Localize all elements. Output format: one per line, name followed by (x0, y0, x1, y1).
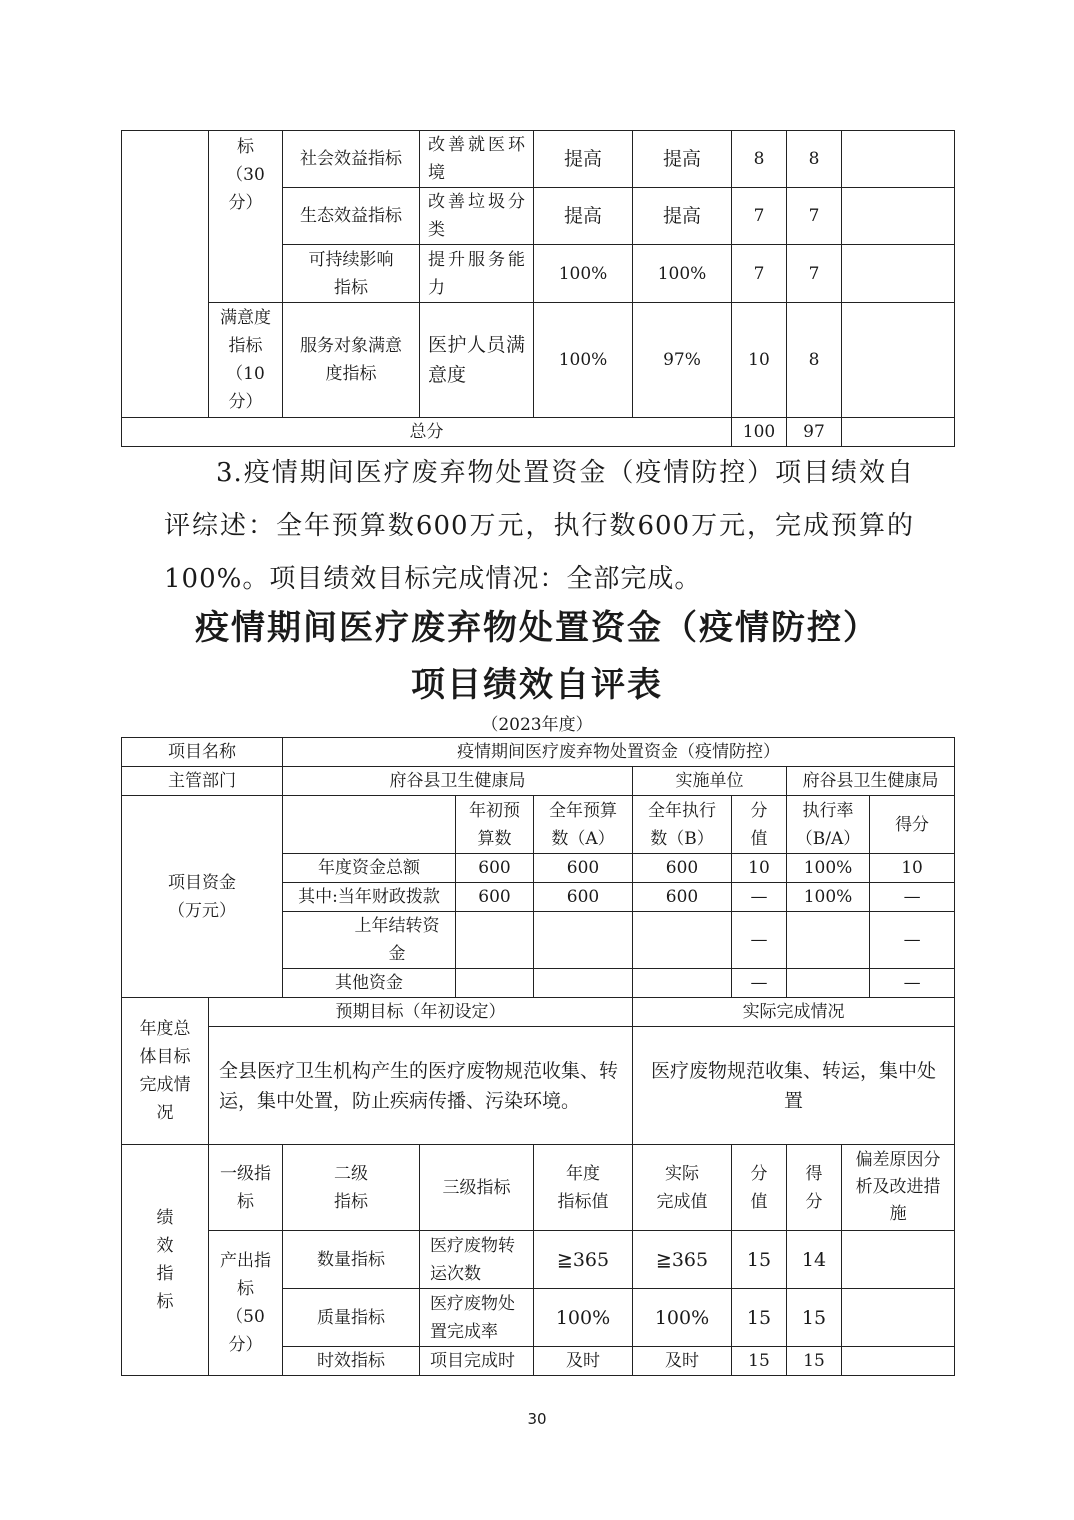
perf-row-score-value: 15 (732, 1231, 787, 1289)
reason-eco (842, 188, 955, 245)
funds-header-score-value: 分 值 (732, 796, 787, 854)
level2-social: 社会效益指标 (283, 131, 420, 188)
perf-row-reason (842, 1289, 955, 1347)
perf-row-actual: 及时 (633, 1347, 732, 1376)
score-sustain: 7 (787, 245, 842, 303)
perf-header-score-value: 分 值 (732, 1145, 787, 1231)
score-value-sustain: 7 (732, 245, 787, 303)
level2-sustain: 可持续影响 指标 (283, 245, 420, 303)
perf-row-l2: 时效指标 (283, 1347, 420, 1376)
level1-satisfaction: 满意度 指标 （10 分） (209, 303, 283, 418)
total-label: 总分 (122, 418, 732, 447)
funds-row-score-value: — (732, 969, 787, 998)
impl-label: 实施单位 (633, 767, 787, 796)
level3-satisfaction: 医护人员满意度 (420, 303, 534, 418)
actual-social: 提高 (633, 131, 732, 188)
total-reason (842, 418, 955, 447)
dept-label: 主管部门 (122, 767, 283, 796)
score-satisfaction: 8 (787, 303, 842, 418)
funds-row-initial: 600 (456, 854, 534, 883)
funds-header-initial: 年初预 算数 (456, 796, 534, 854)
goal-actual-label: 实际完成情况 (633, 998, 955, 1027)
funds-row-label: 其中:当年财政拨款 (283, 883, 456, 912)
funds-row-executed (633, 912, 732, 969)
funds-row-score: — (870, 912, 955, 969)
target-sustain: 100% (534, 245, 633, 303)
perf-row-score: 15 (787, 1347, 842, 1376)
funds-row-score-value: — (732, 912, 787, 969)
perf-row-score: 15 (787, 1289, 842, 1347)
perf-row-target: 100% (534, 1289, 633, 1347)
perf-label: 绩 效 指 标 (122, 1145, 209, 1376)
funds-row-annual (534, 969, 633, 998)
funds-row-score-value: — (732, 883, 787, 912)
actual-satisfaction: 97% (633, 303, 732, 418)
page-number: 30 (527, 1410, 547, 1428)
funds-row-rate (787, 912, 870, 969)
funds-row-executed (633, 969, 732, 998)
perf-row-l2: 质量指标 (283, 1289, 420, 1347)
score-value-social: 8 (732, 131, 787, 188)
funds-row-annual (534, 912, 633, 969)
actual-eco: 提高 (633, 188, 732, 245)
perf-header-actual: 实际 完成值 (633, 1145, 732, 1231)
self-evaluation-table (121, 737, 955, 1376)
target-social: 提高 (534, 131, 633, 188)
project-name: 疫情期间医疗废弃物处置资金（疫情防控） (283, 738, 955, 767)
table-title-line2: 项目绩效自评表 (411, 665, 663, 705)
level3-eco: 改善垃圾分类 (420, 188, 534, 245)
perf-row-score: 14 (787, 1231, 842, 1289)
actual-sustain: 100% (633, 245, 732, 303)
score-eco: 7 (787, 188, 842, 245)
performance-table-continued (121, 130, 955, 447)
reason-sustain (842, 245, 955, 303)
perf-header-reason: 偏差原因分 析及改进措 施 (842, 1145, 955, 1231)
funds-row-initial (456, 912, 534, 969)
funds-row-annual: 600 (534, 854, 633, 883)
perf-row-score-value: 15 (732, 1289, 787, 1347)
level3-social: 改善就医环境 (420, 131, 534, 188)
impl-value: 府谷县卫生健康局 (787, 767, 955, 796)
funds-row-executed: 600 (633, 883, 732, 912)
funds-row-executed: 600 (633, 854, 732, 883)
funds-row-score: — (870, 969, 955, 998)
perf-row-score-value: 15 (732, 1347, 787, 1376)
funds-header-annual: 全年预算 数（A） (534, 796, 633, 854)
funds-row-label: 上年结转资 金 (283, 912, 456, 969)
dept-value: 府谷县卫生健康局 (283, 767, 633, 796)
reason-satisfaction (842, 303, 955, 418)
level2-satisfaction: 服务对象满意 度指标 (283, 303, 420, 418)
funds-label: 项目资金 （万元） (122, 796, 283, 998)
funds-row-rate: 100% (787, 854, 870, 883)
level2-eco: 生态效益指标 (283, 188, 420, 245)
perf-row-actual: 100% (633, 1289, 732, 1347)
goal-actual-text: 医疗废物规范收集、转运，集中处置 (633, 1027, 955, 1145)
funds-header-blank (283, 796, 456, 854)
perf-header-score: 得 分 (787, 1145, 842, 1231)
project-name-label: 项目名称 (122, 738, 283, 767)
reason-social (842, 131, 955, 188)
funds-row-score: 10 (870, 854, 955, 883)
goal-expected-label: 预期目标（年初设定） (209, 998, 633, 1027)
perf-row-target: ≧365 (534, 1231, 633, 1289)
target-satisfaction: 100% (534, 303, 633, 418)
funds-row-rate: 100% (787, 883, 870, 912)
funds-header-rate: 执行率 （B/A） (787, 796, 870, 854)
perf-header-l3: 三级指标 (420, 1145, 534, 1231)
score-social: 8 (787, 131, 842, 188)
funds-row-initial (456, 969, 534, 998)
level3-sustain: 提升服务能力 (420, 245, 534, 303)
perf-row-l3: 项目完成时 (420, 1347, 534, 1376)
score-value-satisfaction: 10 (732, 303, 787, 418)
funds-row-annual: 600 (534, 883, 633, 912)
goal-label: 年度总 体目标 完成情 况 (122, 998, 209, 1145)
level1-effect-label: 标 （30 分） (209, 131, 283, 303)
table-title-line1: 疫情期间医疗废弃物处置资金（疫情防控） (195, 608, 879, 648)
goal-expected-text: 全县医疗卫生机构产生的医疗废物规范收集、转运，集中处置，防止疾病传播、污染环境。 (209, 1027, 633, 1145)
target-eco: 提高 (534, 188, 633, 245)
total-score-value: 100 (732, 418, 787, 447)
score-value-eco: 7 (732, 188, 787, 245)
funds-row-initial: 600 (456, 883, 534, 912)
perf-row-target: 及时 (534, 1347, 633, 1376)
perf-row-reason (842, 1347, 955, 1376)
funds-row-label: 其他资金 (283, 969, 456, 998)
perf-row-reason (842, 1231, 955, 1289)
perf-header-target: 年度 指标值 (534, 1145, 633, 1231)
perf-row-actual: ≧365 (633, 1231, 732, 1289)
perf-header-l2: 二级 指标 (283, 1145, 420, 1231)
funds-row-score-value: 10 (732, 854, 787, 883)
summary-paragraph: 3.疫情期间医疗废弃物处置资金（疫情防控）项目绩效自评综述：全年预算数600万元，执行数600万元，完成预算的100%。项目绩效目标完成情况：全部完成。 (164, 458, 914, 594)
funds-row-label: 年度资金总额 (283, 854, 456, 883)
funds-row-score: — (870, 883, 955, 912)
blank-cell (122, 131, 209, 418)
funds-header-executed: 全年执行 数（B） (633, 796, 732, 854)
total-score: 97 (787, 418, 842, 447)
fiscal-year: （2023年度） (481, 715, 593, 735)
perf-header-l1: 一级指 标 (209, 1145, 283, 1231)
output-label: 产出指 标 （50 分） (209, 1231, 283, 1376)
perf-row-l2: 数量指标 (283, 1231, 420, 1289)
funds-header-score: 得分 (870, 796, 955, 854)
perf-row-l3: 医疗废物转 运次数 (420, 1231, 534, 1289)
perf-row-l3: 医疗废物处 置完成率 (420, 1289, 534, 1347)
funds-row-rate (787, 969, 870, 998)
